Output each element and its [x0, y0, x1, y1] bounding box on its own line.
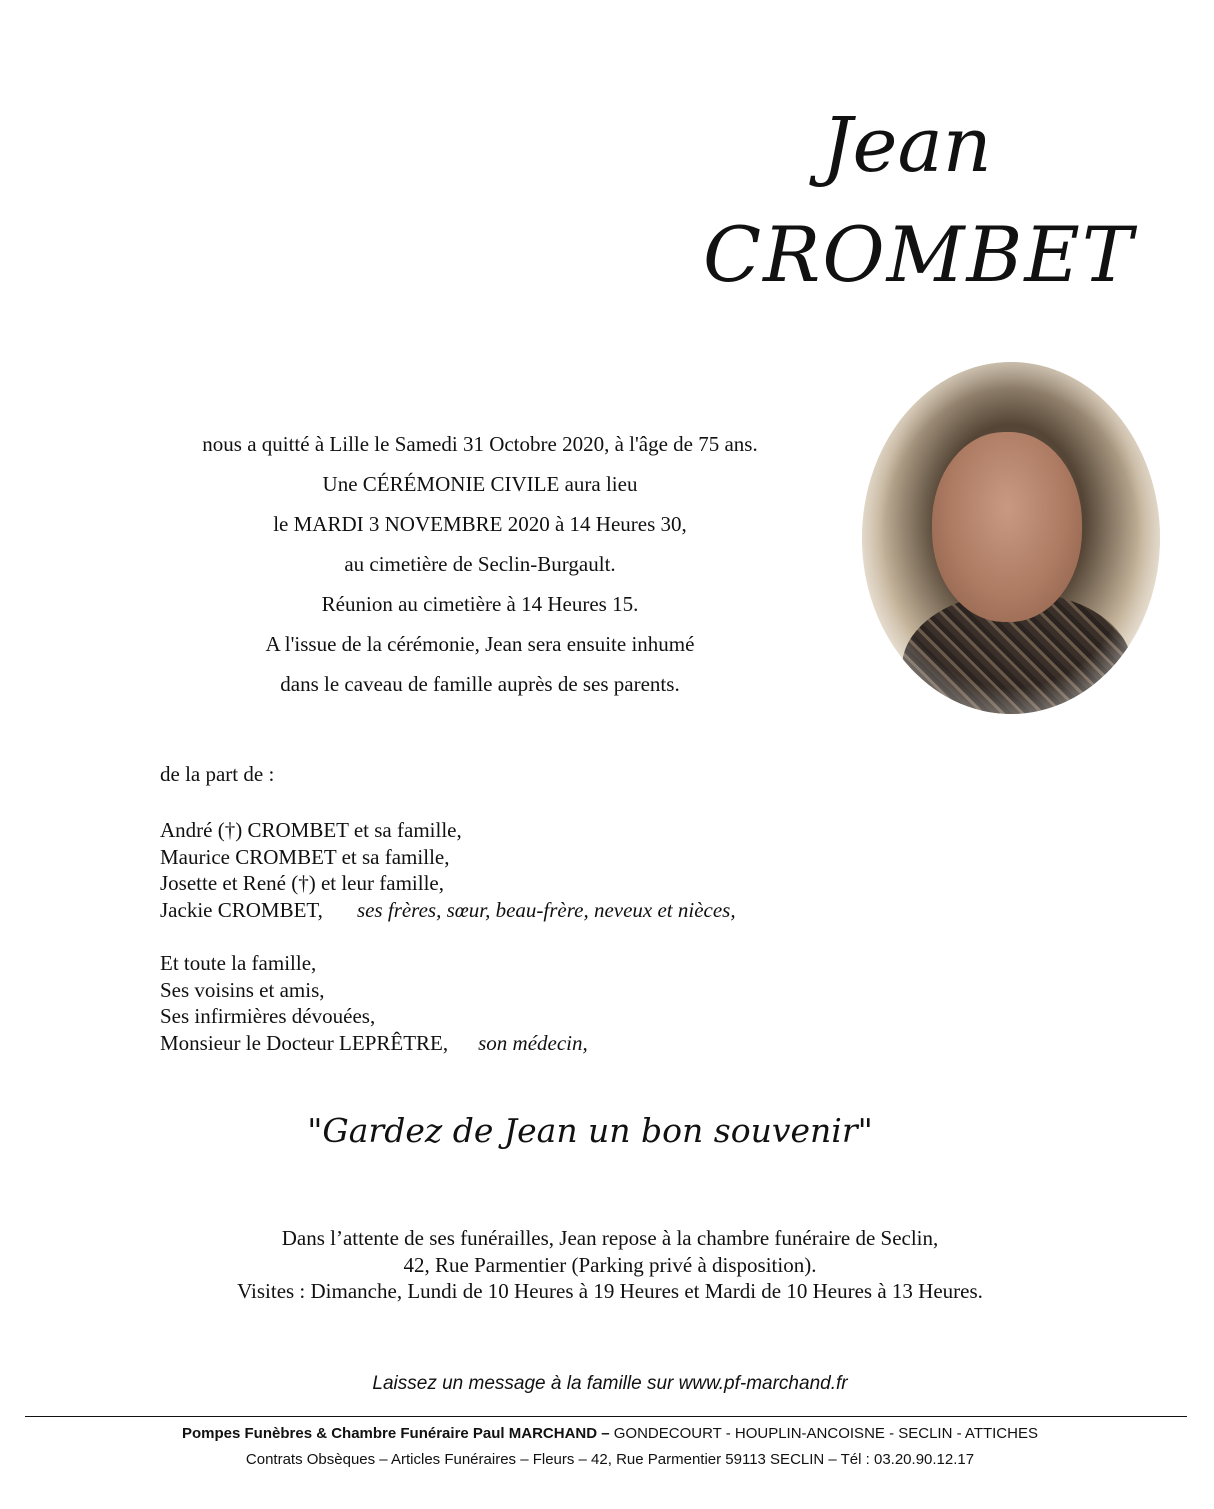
family-relation: ses frères, sœur, beau-frère, neveux et nièces, — [356, 897, 736, 922]
family-relation: son médecin, — [478, 1030, 588, 1055]
portrait-photo — [862, 362, 1160, 714]
family-member-name: Jackie CROMBET, — [160, 897, 323, 922]
announcement-line: A l'issue de la cérémonie, Jean sera ensuite inhumé — [265, 632, 695, 656]
announcement-line: le MARDI 3 NOVEMBRE 2020 à 14 Heures 30, — [273, 512, 687, 536]
announcement-line: nous a quitté à Lille le Samedi 31 Octobre 2020, à l'âge de 75 ans. — [202, 432, 758, 456]
rest-information — [0, 1225, 1214, 1305]
rest-line: Dans l’attente de ses funérailles, Jean repose à la chambre funéraire de Seclin, — [281, 1226, 939, 1250]
from-label: de la part de : — [160, 762, 275, 786]
announcement-line: Réunion au cimetière à 14 Heures 15. — [321, 592, 639, 616]
company-name: Pompes Funèbres & Chambre Funéraire Paul MARCHAND – — [182, 1425, 610, 1442]
first-name: Jean — [822, 100, 992, 189]
family-line — [160, 1030, 588, 1057]
company-locations: GONDECOURT - HOUPLIN-ANCOISNE - SECLIN - ATTICHES — [609, 1425, 1038, 1442]
family-list-others — [160, 950, 588, 1056]
announcement-line: dans le caveau de famille auprès de ses parents. — [280, 672, 680, 696]
family-line: Ses voisins et amis, — [160, 977, 325, 1002]
announcement-line: au cimetière de Seclin-Burgault. — [344, 552, 616, 576]
footer-company — [0, 1425, 1214, 1442]
family-line: Ses infirmières dévouées, — [160, 1004, 376, 1028]
death-announcement — [140, 424, 820, 704]
rest-line: 42, Rue Parmentier (Parking privé à disposition). — [403, 1252, 817, 1277]
family-line: Maurice CROMBET et sa famille, — [160, 844, 450, 869]
family-line: Et toute la famille, — [160, 951, 317, 975]
family-list-siblings — [160, 817, 736, 923]
family-line: André (†) CROMBET et sa famille, — [160, 818, 462, 842]
footer-divider — [25, 1416, 1187, 1417]
rest-line: Visites : Dimanche, Lundi de 10 Heures à 19 Heures et Mardi de 10 Heures à 13 Heures. — [237, 1279, 983, 1303]
message-invitation: Laissez un message à la famille sur www.pf-marchand.fr — [372, 1373, 848, 1394]
family-line: Josette et René (†) et leur famille, — [160, 871, 444, 895]
footer-services: Contrats Obsèques – Articles Funéraires – Fleurs – 42, Rue Parmentier 59113 SECLIN – Tél : 03.20.90.12.17 — [245, 1451, 975, 1468]
family-member-name: Monsieur le Docteur LEPRÊTRE, — [160, 1030, 449, 1055]
memorial-quote: "Gardez de Jean un bon souvenir" — [307, 1111, 873, 1150]
family-line — [160, 897, 736, 924]
last-name: CROMBET — [703, 210, 1135, 299]
announcement-line: Une CÉRÉMONIE CIVILE aura lieu — [322, 472, 638, 496]
